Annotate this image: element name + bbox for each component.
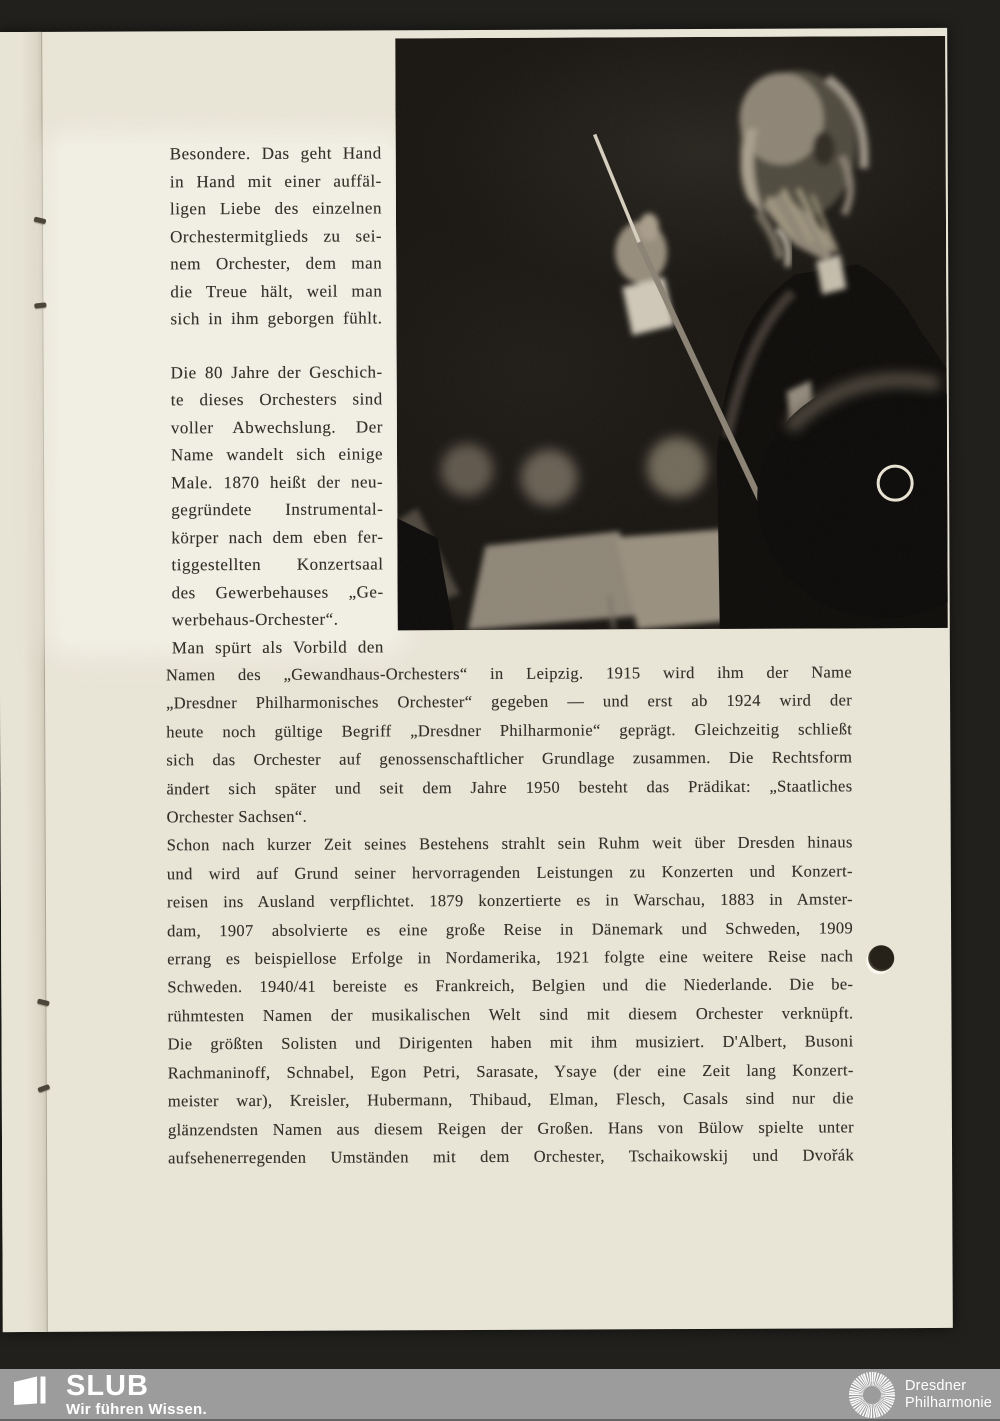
text-line: Orchestermitglieds zu sei- [170, 225, 383, 246]
text-line: „Dresdner Philharmonisches Orchester“ gegeben — und erst ab 1924 wird der [166, 690, 853, 713]
text-line: voller Abwechslung. Der [170, 416, 383, 437]
text-line: tiggestellten Konzertsaal [171, 554, 384, 575]
text-line: dam, 1907 absolvierte es eine große Reise in Dänemark und Schweden, 1909 [167, 918, 854, 941]
text-line: errang es beispiellose Erfolge in Nordamerika, 1921 folgte eine weitere Reise nach [167, 946, 854, 969]
text-line: meister war), Kreisler, Hubermann, Thibaud, Elman, Flesch, Casals sind nur die [167, 1088, 854, 1111]
text-line: heute noch gültige Begriff „Dresdner Philharmonie“ geprägt. Gleichzeitig schließt [166, 719, 853, 742]
text-line: Die 80 Jahre der Geschich- [170, 361, 383, 382]
punch-hole [868, 945, 894, 971]
text-line: Name wandelt sich einige [170, 444, 384, 465]
text-line: die Treue hält, weil man [170, 280, 383, 301]
text-line: Male. 1870 heißt der neu- [171, 471, 384, 492]
text-line: ändert sich später und seit dem Jahre 1950 besteht das Prädikat: „Staatliches [166, 775, 853, 798]
text-line: nem Orchester, dem man [170, 253, 383, 274]
text-line: ligen Liebe des einzelnen [169, 198, 382, 219]
text-line: Schon nach kurzer Zeit seines Bestehens strahlt sein Ruhm weit über Dresden hinaus [166, 832, 853, 855]
slub-logo [12, 1372, 207, 1418]
text-line: aufsehenerregenden Umständen mit dem Orchester, Tschaikowskij und Dvořák [168, 1145, 855, 1168]
text-line: und wird auf Grund seiner hervorragenden Leistungen zu Konzerten und Konzert- [166, 861, 853, 884]
staple-mark [34, 302, 46, 308]
book-icon [12, 1375, 48, 1405]
text-line: Namen des „Gewandhaus-Orchesters“ in Leipzig. 1915 wird ihm der Name [165, 662, 853, 685]
text-line: Schweden. 1940/41 bereiste es Frankreich, Belgien und die Niederlande. Die be- [167, 974, 854, 997]
text-line: reisen ins Ausland verpflichtet. 1879 konzertierte es in Warschau, 1883 in Amster- [166, 889, 854, 912]
text-line: glänzendsten Namen aus diesem Reigen der Großen. Hans von Bülow spielte unter [167, 1116, 854, 1139]
text-column [170, 139, 384, 661]
text-line: körper nach dem eben fer- [171, 526, 384, 547]
text-line: werbehaus-Orchester“. [171, 609, 339, 630]
starburst-icon [846, 1369, 898, 1421]
paragraph [171, 358, 384, 661]
text-line: sich in ihm geborgen fühlt. [170, 308, 383, 329]
paragraph [170, 139, 383, 332]
paragraph [167, 829, 854, 1173]
text-line: Besondere. Das geht Hand [169, 143, 382, 164]
page-spine-edge [0, 32, 47, 1332]
text-line: gegründete Instrumental- [171, 499, 384, 520]
text-line: Orchester Sachsen“. [166, 806, 308, 827]
text-line: in Hand mit einer auffäl- [169, 170, 382, 191]
philharmonie-name-line2: Philharmonie [905, 1395, 993, 1411]
text-line: te dieses Orchesters sind [170, 389, 383, 410]
text-line: rühmtesten Namen der musikalischen Welt sind mit diesem Orchester verknüpft. [167, 1003, 854, 1026]
philharmonie-logo [846, 1369, 992, 1421]
text-line: des Gewerbehauses „Ge- [171, 581, 384, 602]
text-line: Die größten Solisten und Dirigenten haben mit ihm musiziert. D'Albert, Busoni [167, 1031, 854, 1054]
footer-bar [0, 1369, 1000, 1421]
paragraph [166, 658, 853, 831]
text-line: sich das Orchester auf genossenschaftlicher Grundlage zusammen. Die Rechtsform [166, 747, 853, 770]
body-text [166, 658, 854, 1172]
text-line: Rachmaninoff, Schnabel, Egon Petri, Sarasate, Ysaye (der eine Zeit lang Konzert- [167, 1060, 854, 1083]
slub-tagline: Wir führen Wissen. [66, 1401, 207, 1418]
conductor-photo [395, 36, 948, 630]
slub-wordmark: SLUB [66, 1370, 149, 1402]
text-line: Man spürt als Vorbild den [171, 636, 384, 657]
philharmonie-name-line1: Dresdner [905, 1378, 967, 1394]
scanned-page [0, 28, 953, 1332]
